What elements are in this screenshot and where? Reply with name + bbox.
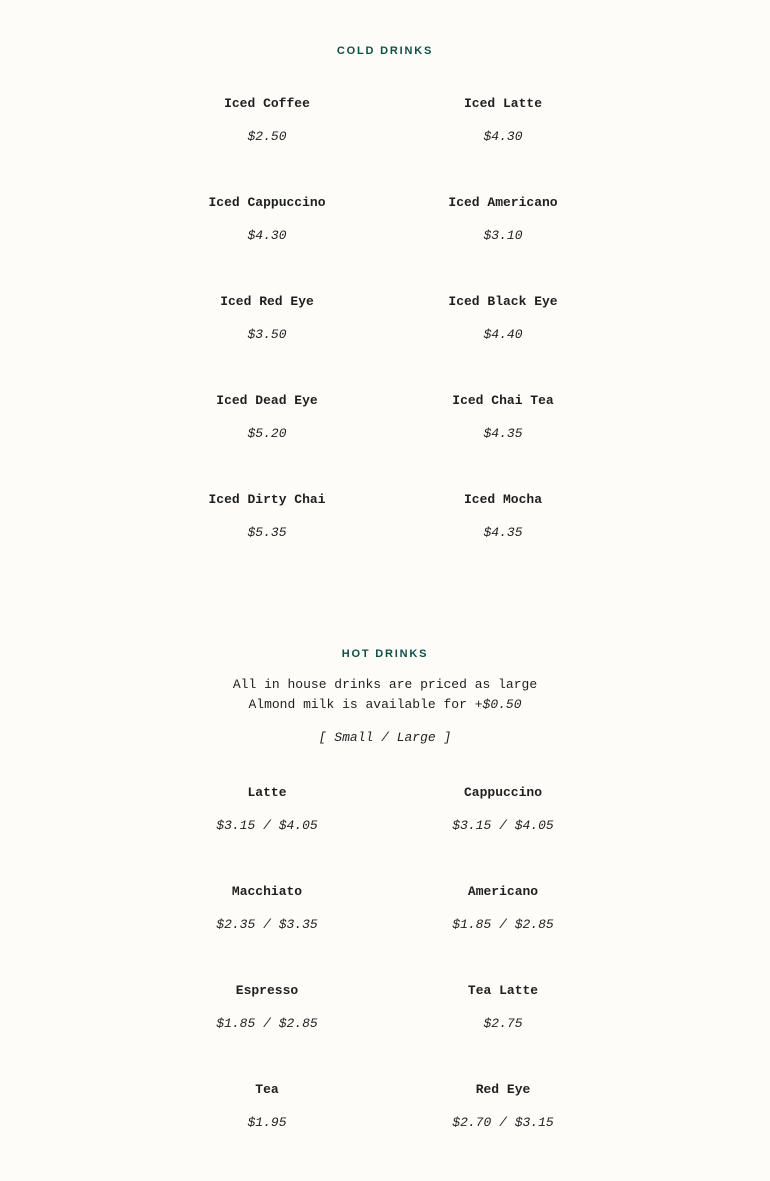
item-name: Cappuccino: [463, 785, 542, 800]
cold-drinks-menu: [149, 96, 621, 591]
item-name: Americano: [467, 884, 539, 899]
hot-drinks-note: [0, 675, 770, 715]
almond-milk-price: +$0.50: [474, 697, 522, 712]
menu-item: [385, 1082, 621, 1181]
item-price: $5.20: [247, 426, 287, 441]
item-price: $2.35 / $3.35: [216, 917, 318, 932]
item-price: $4.30: [247, 228, 287, 243]
item-name: Iced Chai Tea: [452, 393, 554, 408]
item-price: $2.70 / $3.15: [452, 1115, 554, 1130]
menu-item: [385, 294, 621, 393]
size-legend: [ Small / Large ]: [318, 730, 452, 745]
menu-item: [149, 785, 385, 884]
menu-item: [149, 294, 385, 393]
item-name: Iced Red Eye: [220, 294, 314, 309]
item-price: $4.35: [483, 525, 523, 540]
pricing-note: All in house drinks are priced as large: [232, 677, 538, 692]
menu-item: [385, 96, 621, 195]
item-name: Iced Cappuccino: [208, 195, 326, 210]
item-price: $1.85 / $2.85: [452, 917, 554, 932]
menu-item: [149, 393, 385, 492]
item-price: $4.40: [483, 327, 523, 342]
item-price: $5.35: [247, 525, 287, 540]
menu-item: [385, 983, 621, 1082]
item-name: Iced Coffee: [224, 96, 310, 111]
item-price: $1.85 / $2.85: [216, 1016, 318, 1031]
item-price: $4.35: [483, 426, 523, 441]
item-name: Iced Mocha: [463, 492, 542, 507]
item-name: Macchiato: [231, 884, 303, 899]
item-name: Espresso: [235, 983, 299, 998]
item-price: $3.50: [247, 327, 287, 342]
item-price: $3.10: [483, 228, 523, 243]
item-name: Iced Dead Eye: [216, 393, 318, 408]
item-price: $3.15 / $4.05: [452, 818, 554, 833]
menu-item: [149, 1082, 385, 1181]
item-name: Iced Latte: [463, 96, 542, 111]
menu-item: [385, 884, 621, 983]
menu-item: [149, 195, 385, 294]
menu-item: [385, 785, 621, 884]
item-name: Latte: [247, 785, 287, 800]
menu-item: [385, 393, 621, 492]
menu-item: [149, 96, 385, 195]
menu-item: [149, 983, 385, 1082]
cold-drinks-heading: COLD DRINKS: [336, 45, 434, 57]
almond-milk-note: Almond milk is available for: [248, 697, 475, 712]
item-name: Iced Black Eye: [448, 294, 558, 309]
menu-item: [149, 492, 385, 591]
item-price: $1.95: [247, 1115, 287, 1130]
menu-item: [385, 492, 621, 591]
item-name: Red Eye: [475, 1082, 531, 1097]
item-name: Tea Latte: [467, 983, 539, 998]
item-name: Tea: [255, 1082, 279, 1097]
item-price: $2.75: [483, 1016, 523, 1031]
item-name: Iced Americano: [448, 195, 558, 210]
menu-item: [385, 195, 621, 294]
hot-drinks-heading: HOT DRINKS: [341, 648, 429, 660]
menu-item: [149, 884, 385, 983]
item-name: Iced Dirty Chai: [208, 492, 326, 507]
item-price: $4.30: [483, 129, 523, 144]
item-price: $2.50: [247, 129, 287, 144]
item-price: $3.15 / $4.05: [216, 818, 318, 833]
